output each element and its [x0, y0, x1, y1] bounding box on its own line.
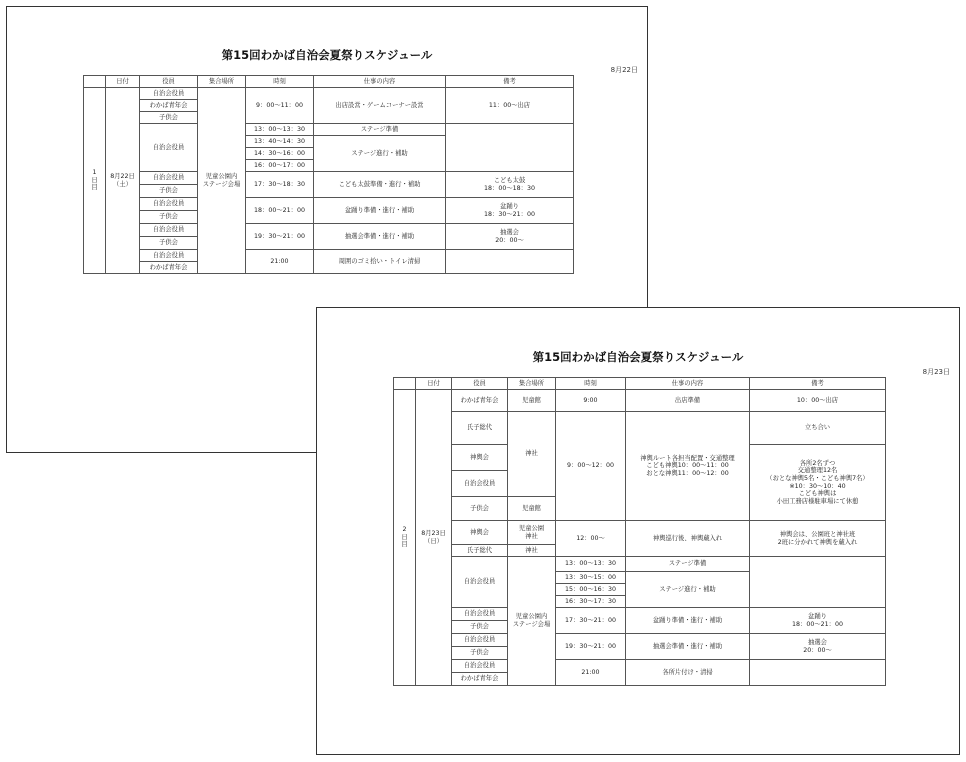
role-cell: 子供会 — [452, 621, 508, 634]
time-cell: 9：00〜11：00 — [246, 88, 314, 124]
role-cell: 自治会役員 — [140, 88, 198, 100]
role-cell: わかば青年会 — [452, 390, 508, 412]
task-cell: 出店準備 — [626, 390, 750, 412]
time-cell: 19：30〜21：00 — [556, 634, 626, 660]
page-title: 第15回わかば自治会夏祭りスケジュール — [221, 48, 433, 62]
time-cell: 19：30〜21：00 — [246, 224, 314, 250]
role-cell: 神輿会 — [452, 521, 508, 545]
role-cell: 自治会役員 — [140, 198, 198, 211]
note-cell-empty — [446, 250, 574, 274]
note-cell: 抽選会 20：00〜 — [750, 634, 886, 660]
schedule-table — [83, 75, 574, 274]
role-cell: 氏子総代 — [452, 545, 508, 557]
note-cell: 盆踊り 18：00〜21：00 — [750, 608, 886, 634]
header-time: 時刻 — [246, 76, 314, 88]
date-cell: 8月23日 （日） — [416, 390, 452, 686]
note-cell-empty — [750, 557, 886, 608]
time-cell: 9:00 — [556, 390, 626, 412]
time-cell: 14：30〜16：00 — [246, 148, 314, 160]
note-cell: 各所2名ずつ 交通整理12名 （おとな神輿5名・こども神輿7名） ※10：30〜10：40 こども神輿は 小田工務店様駐車場にて休憩 — [750, 445, 886, 521]
task-cell: 神輿ルート各担当配置・交通整理 こども神輿10：00〜11：00 おとな神輿11：00〜12：00 — [626, 412, 750, 521]
task-cell: 盆踊り準備・進行・補助 — [314, 198, 446, 224]
time-cell: 21:00 — [556, 660, 626, 686]
header-blank — [84, 76, 106, 88]
task-cell: 神輿巡行後、神輿蔵入れ — [626, 521, 750, 557]
place-cell: 児童館 — [508, 390, 556, 412]
header-blank — [394, 378, 416, 390]
role-cell: 自治会役員 — [452, 471, 508, 497]
place-cell: 神社 — [508, 545, 556, 557]
time-cell: 21:00 — [246, 250, 314, 274]
time-cell: 13：30〜15：00 — [556, 572, 626, 584]
header-date: 日付 — [416, 378, 452, 390]
header-time: 時刻 — [556, 378, 626, 390]
note-cell: 神輿会は、公園班と神社班 2班に分かれて神輿を蔵入れ — [750, 521, 886, 557]
date-note: 8月23日 — [922, 368, 950, 376]
date-cell: 8月22日 （土） — [106, 88, 140, 274]
task-cell: 抽選会準備・進行・補助 — [314, 224, 446, 250]
header-place: 集合場所 — [198, 76, 246, 88]
day-label: 1 日 目 — [84, 88, 106, 274]
time-cell: 9：00〜12：00 — [556, 412, 626, 521]
schedule-table — [393, 377, 886, 686]
header-note: 備考 — [446, 76, 574, 88]
role-cell: 神輿会 — [452, 445, 508, 471]
place-cell: 神社 — [508, 412, 556, 497]
note-cell: 盆踊り 18：30〜21：00 — [446, 198, 574, 224]
role-cell: 子供会 — [452, 497, 508, 521]
time-cell: 13：00〜13：30 — [556, 557, 626, 572]
note-cell: 11：00〜出店 — [446, 88, 574, 124]
role-cell: 自治会役員 — [452, 608, 508, 621]
role-cell: 子供会 — [140, 112, 198, 124]
task-cell: ステージ進行・補助 — [626, 572, 750, 608]
page-title: 第15回わかば自治会夏祭りスケジュール — [532, 350, 744, 364]
place-cell: 児童公園 神社 — [508, 521, 556, 545]
task-cell: 各所片付け・清掃 — [626, 660, 750, 686]
header-role: 役員 — [140, 76, 198, 88]
note-cell-empty — [446, 124, 574, 172]
note-cell: 抽選会 20：00〜 — [446, 224, 574, 250]
role-cell: 子供会 — [140, 185, 198, 198]
role-cell: 自治会役員 — [452, 660, 508, 673]
task-cell: 抽選会準備・進行・補助 — [626, 634, 750, 660]
role-cell: 子供会 — [140, 237, 198, 250]
header-place: 集合場所 — [508, 378, 556, 390]
role-cell: わかば青年会 — [140, 262, 198, 274]
schedule-page-day2 — [316, 307, 960, 755]
task-cell: ステージ準備 — [314, 124, 446, 136]
place-cell: 児童公園内 ステージ会場 — [508, 557, 556, 686]
role-cell: わかば青年会 — [140, 100, 198, 112]
time-cell: 16：00〜17：00 — [246, 160, 314, 172]
day-label: 2 日 目 — [394, 390, 416, 686]
task-cell: 盆踊り準備・進行・補助 — [626, 608, 750, 634]
time-cell: 13：00〜13：30 — [246, 124, 314, 136]
time-cell: 12：00〜 — [556, 521, 626, 557]
task-cell: ステージ進行・補助 — [314, 136, 446, 172]
header-task: 仕事の内容 — [626, 378, 750, 390]
role-cell: 自治会役員 — [140, 224, 198, 237]
role-cell: 自治会役員 — [140, 124, 198, 172]
header-task: 仕事の内容 — [314, 76, 446, 88]
time-cell: 15：00〜16：30 — [556, 584, 626, 596]
place-cell: 児童館 — [508, 497, 556, 521]
task-cell: ステージ準備 — [626, 557, 750, 572]
task-cell: 出店設営・ゲームコーナー設営 — [314, 88, 446, 124]
place-cell: 児童公園内 ステージ会場 — [198, 88, 246, 274]
time-cell: 18：00〜21：00 — [246, 198, 314, 224]
role-cell: 自治会役員 — [452, 557, 508, 608]
role-cell: 自治会役員 — [140, 172, 198, 185]
time-cell: 17：30〜18：30 — [246, 172, 314, 198]
task-cell: 周囲のゴミ拾い・トイレ清掃 — [314, 250, 446, 274]
header-note: 備考 — [750, 378, 886, 390]
date-note: 8月22日 — [610, 66, 638, 74]
time-cell: 17：30〜21：00 — [556, 608, 626, 634]
note-cell: こども太鼓 18：00〜18：30 — [446, 172, 574, 198]
note-cell: 10：00〜出店 — [750, 390, 886, 412]
time-cell: 16：30〜17：30 — [556, 596, 626, 608]
time-cell: 13：40〜14：30 — [246, 136, 314, 148]
note-cell-empty — [750, 660, 886, 686]
role-cell: 子供会 — [140, 211, 198, 224]
role-cell: 氏子総代 — [452, 412, 508, 445]
task-cell: こども太鼓準備・進行・補助 — [314, 172, 446, 198]
role-cell: 子供会 — [452, 647, 508, 660]
header-date: 日付 — [106, 76, 140, 88]
role-cell: わかば青年会 — [452, 673, 508, 686]
note-cell: 立ち合い — [750, 412, 886, 445]
header-role: 役員 — [452, 378, 508, 390]
role-cell: 自治会役員 — [452, 634, 508, 647]
role-cell: 自治会役員 — [140, 250, 198, 262]
